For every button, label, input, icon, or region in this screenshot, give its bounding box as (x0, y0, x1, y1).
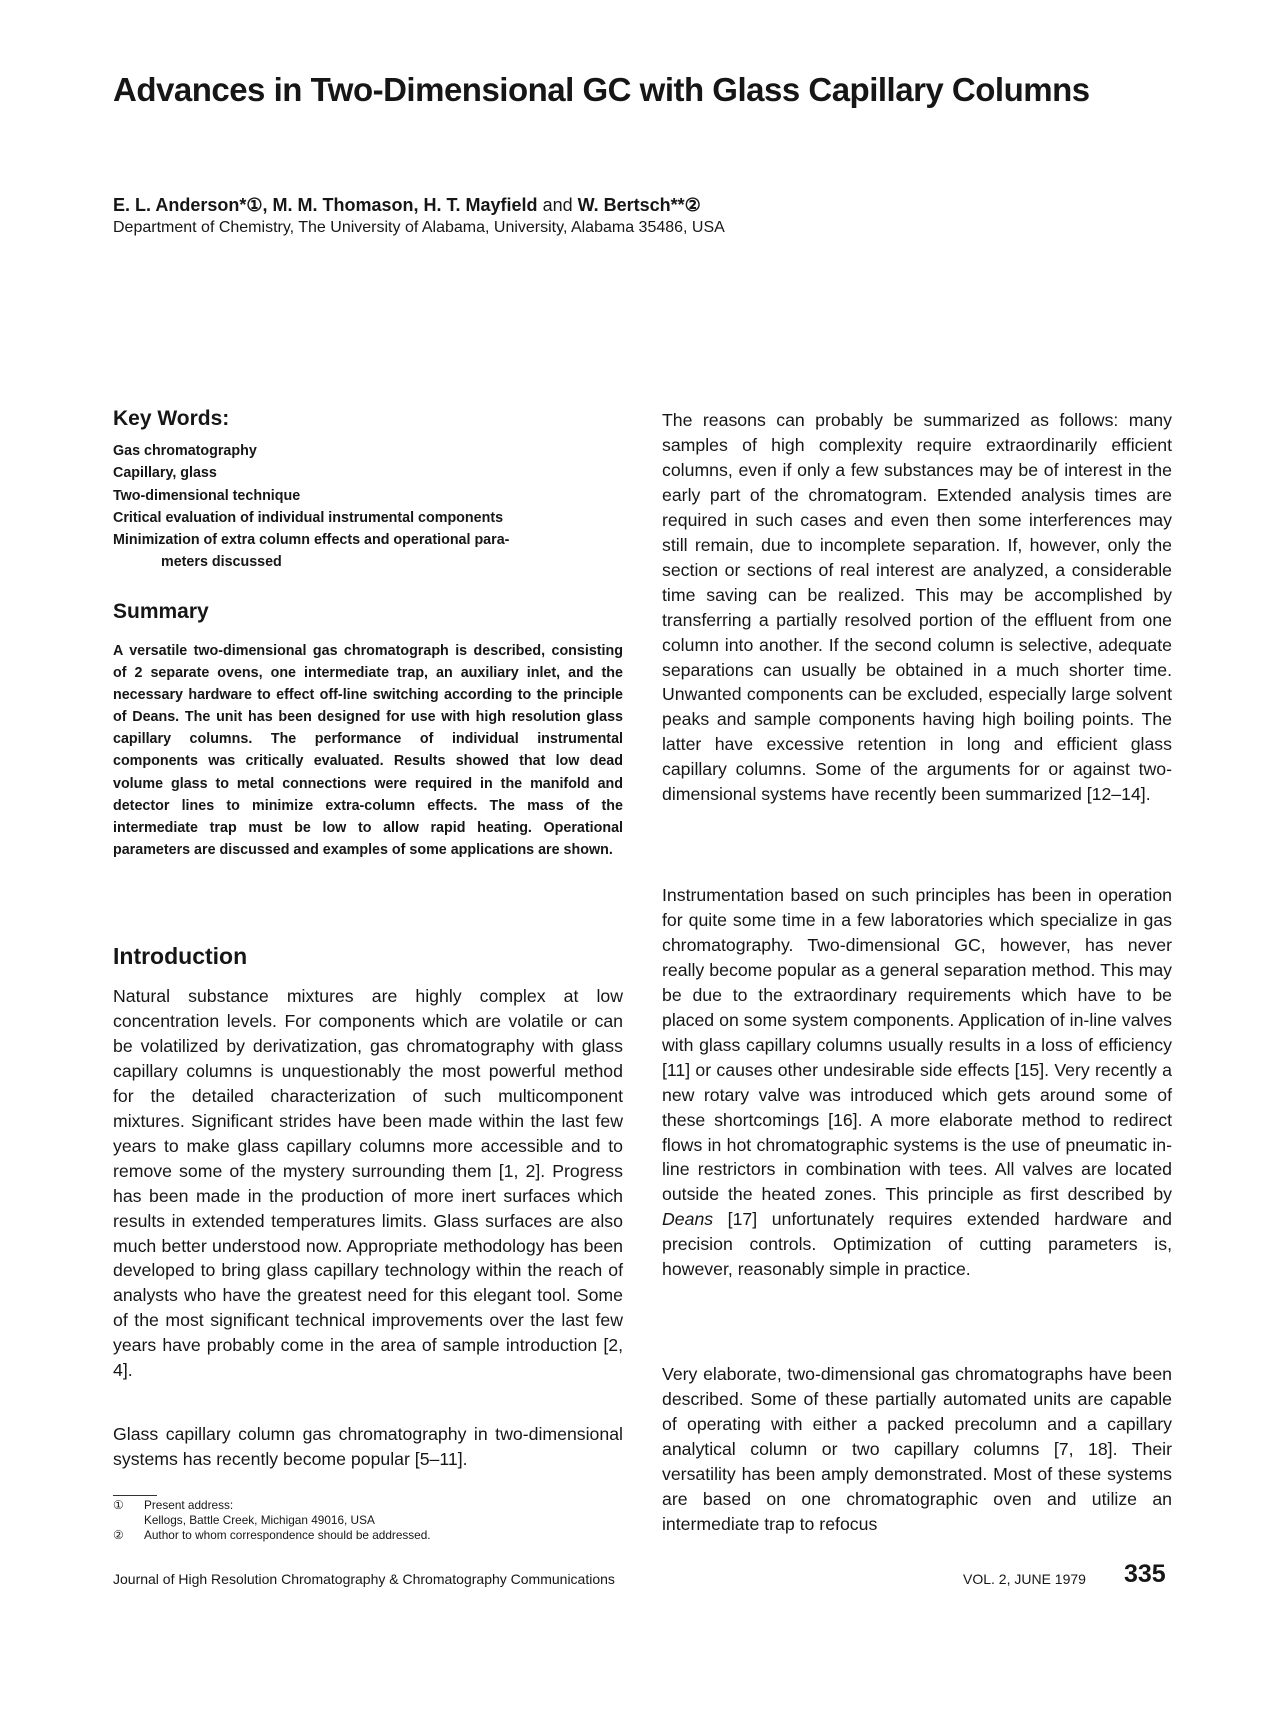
author-thomason: M. M. Thomason, (272, 195, 419, 215)
footer-volume: VOL. 2, JUNE 1979 (963, 1571, 1086, 1587)
keyword-item: Critical evaluation of individual instrumental components (113, 509, 504, 526)
introduction-paragraph-1: Natural substance mixtures are highly complex at low concentration levels. For components which are volatile or can be volatilized by derivatization, gas chromatography with glass capillary columns is unquestionably the most powerful method for the detailed characterization of such multicomponent mixtures. Significant strides have been made within the last few years to make glass capillary columns more accessible and to remove some of the mystery surrounding them [1, 2]. Progress has been made in the production of more inert surfaces which results in extended temperatures limits. Glass surfaces are also much better understood now. Appropriate methodology has been developed to bring glass capillary technology within the reach of analysts who have the greatest need for this elegant tool. Some of the most significant technical improvements over the last few years have probably come in the area of sample introduction [2, 4]. (113, 986, 623, 1381)
footer-journal-name: Journal of High Resolution Chromatography & Chromatography Communications (113, 1571, 615, 1587)
keyword-item: Two-dimensional technique (113, 487, 301, 504)
author-bertsch: W. Bertsch**② (577, 195, 701, 215)
keyword-item: Minimization of extra column effects and operational para- (113, 532, 510, 549)
footnote-text: Present address: (144, 1498, 234, 1512)
footnote-1 (113, 1498, 633, 1528)
right-paragraph-2 (662, 883, 1172, 1282)
page-number: 335 (1124, 1560, 1166, 1588)
author-list (113, 193, 701, 217)
summary-text: A versatile two-dimensional gas chromatograph is described, consisting of 2 separate ovens, one intermediate trap, an auxiliary inlet, and the necessary hardware to effect off-line switching according to the principle of Deans. The unit has been designed for use with high resolution glass capillary columns. The performance of individual instrumental components was critically evaluated. Results showed that low dead volume glass to metal connections were required in the manifold and detector lines to minimize extra-column effects. The mass of the intermediate trap must be low to allow rapid heating. Operational parameters are discussed and examples of some applications are shown. (113, 643, 623, 858)
keyword-item-continuation: meters discussed (161, 554, 282, 571)
introduction-heading: Introduction (113, 943, 248, 969)
paragraph-text: [17] unfortunately requires extended hardware and precision controls. Optimization of cutting parameters is, however, reasonably simple in practice. (662, 1209, 1172, 1280)
author-mayfield: H. T. Mayfield (423, 195, 538, 215)
footnote-divider (113, 1495, 157, 1496)
introduction-paragraph-2: Glass capillary column gas chromatography in two-dimensional systems has recently become popular [5–11]. (113, 1424, 623, 1469)
footnote-marker: ② (113, 1528, 124, 1542)
paragraph-text: Instrumentation based on such principles has been in operation for quite some time in a few laboratories which specialize in gas chromatography. Two-dimensional GC, however, has never really become popular as a general separation method. This may be due to the extraordinary requirements which have to be placed on some system components. Application of in-line valves with glass capillary columns usually results in a loss of efficiency [11] or causes other undesirable side effects [15]. Very recently a new rotary valve was introduced which gets around some of these shortcomings [16]. A more elaborate method to redirect flows in hot chromatographic systems is the use of pneumatic in-line restrictors in combination with tees. All valves are located outside the heated zones. This principle as first described by (662, 885, 1172, 1205)
keywords-list (113, 440, 623, 574)
keyword-item: Capillary, glass (113, 465, 217, 482)
keyword-item: Gas chromatography (113, 443, 257, 459)
footnote-text: Author to whom correspondence should be addressed. (144, 1528, 431, 1542)
summary-heading: Summary (113, 600, 209, 623)
author-anderson: E. L. Anderson*①, (113, 195, 268, 215)
footnote-marker: ① (113, 1498, 124, 1512)
author-name-deans: Deans (662, 1209, 714, 1230)
right-paragraph-3: Very elaborate, two-dimensional gas chromatographs have been described. Some of these partially automated units are capable of operating with either a packed precolumn and a capillary analytical column or two capillary columns [7, 18]. Their versatility has been amply demonstrated. Most of these systems are based on one chromatographic oven and utilize an intermediate trap to refocus (662, 1364, 1172, 1534)
article-title: Advances in Two-Dimensional GC with Glass Capillary Columns (113, 71, 1090, 108)
footnote-text: Kellogs, Battle Creek, Michigan 49016, USA (144, 1513, 375, 1527)
author-conjunction: and (542, 195, 573, 215)
affiliation: Department of Chemistry, The University of Alabama, University, Alabama 35486, USA (113, 219, 725, 236)
footnotes (113, 1498, 633, 1543)
keywords-heading: Key Words: (113, 407, 230, 430)
right-paragraph-1: The reasons can probably be summarized as follows: many samples of high complexity require extraordinarily efficient columns, even if only a few substances may be of interest in the early part of the chromatogram. Extended analysis times are required in such cases and even then some interferences may still remain, due to incomplete separation. If, however, only the section or sections of real interest are analyzed, a considerable time saving can be realized. This may be accomplished by transferring a partially resolved portion of the effluent from one column into another. If the second column is selective, adequate separations can usually be obtained in a much shorter time. Unwanted components can be excluded, especially large solvent peaks and sample components having high boiling points. The latter have excessive retention in long and efficient glass capillary columns. Some of the arguments for or against two-dimensional systems have recently been summarized [12–14]. (662, 410, 1172, 805)
footnote-2 (113, 1528, 633, 1543)
